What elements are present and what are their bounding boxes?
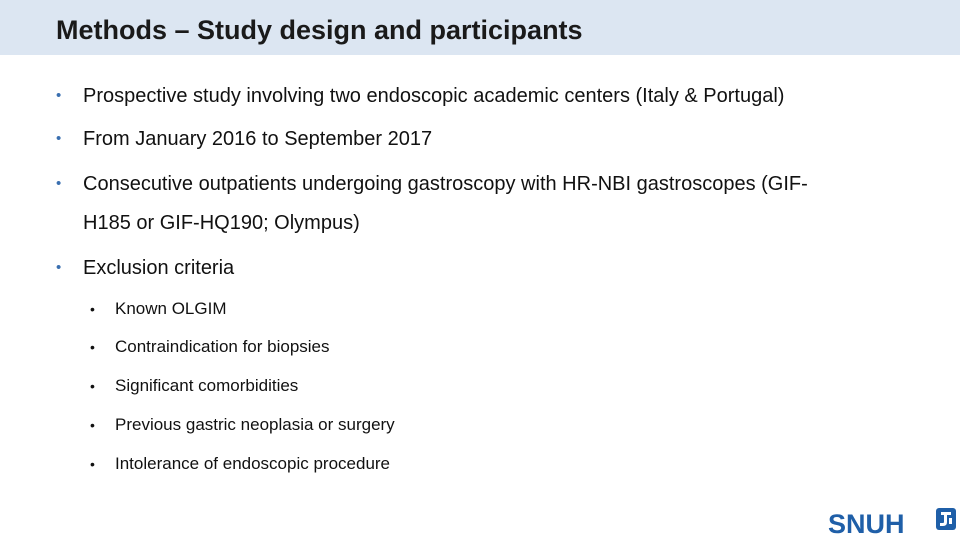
sub-bullet-marker: • bbox=[90, 417, 95, 433]
bullet-marker: • bbox=[56, 130, 62, 147]
bullet-text: Exclusion criteria bbox=[83, 257, 235, 279]
sub-bullet-text: Known OLGIM bbox=[115, 299, 227, 318]
sub-bullet-marker: • bbox=[90, 339, 95, 355]
bullet-marker: • bbox=[56, 175, 62, 192]
sub-bullet-marker: • bbox=[90, 301, 95, 317]
snuh-logo bbox=[828, 506, 958, 540]
sub-bullet-text: Previous gastric neoplasia or surgery bbox=[115, 415, 395, 434]
bullet-text-continuation: H185 or GIF-HQ190; Olympus) bbox=[83, 212, 360, 234]
logo-text: SNUH bbox=[828, 509, 905, 539]
bullet-text: Consecutive outpatients undergoing gastroscopy with HR-NBI gastroscopes (GIF- bbox=[83, 173, 808, 195]
slide-title: Methods – Study design and participants bbox=[56, 15, 583, 45]
bullet-text: From January 2016 to September 2017 bbox=[83, 128, 433, 150]
sub-bullet-text: Contraindication for biopsies bbox=[115, 337, 330, 356]
bullet-text: Prospective study involving two endoscopic academic centers (Italy & Portugal) bbox=[83, 85, 785, 107]
bullet-marker: • bbox=[56, 87, 62, 104]
sub-bullet-text: Significant comorbidities bbox=[115, 376, 299, 395]
bullet-marker: • bbox=[56, 259, 62, 276]
sub-bullet-marker: • bbox=[90, 456, 95, 472]
snuh-emblem-icon bbox=[936, 508, 956, 530]
sub-bullet-marker: • bbox=[90, 378, 95, 394]
sub-bullet-text: Intolerance of endoscopic procedure bbox=[115, 454, 391, 473]
